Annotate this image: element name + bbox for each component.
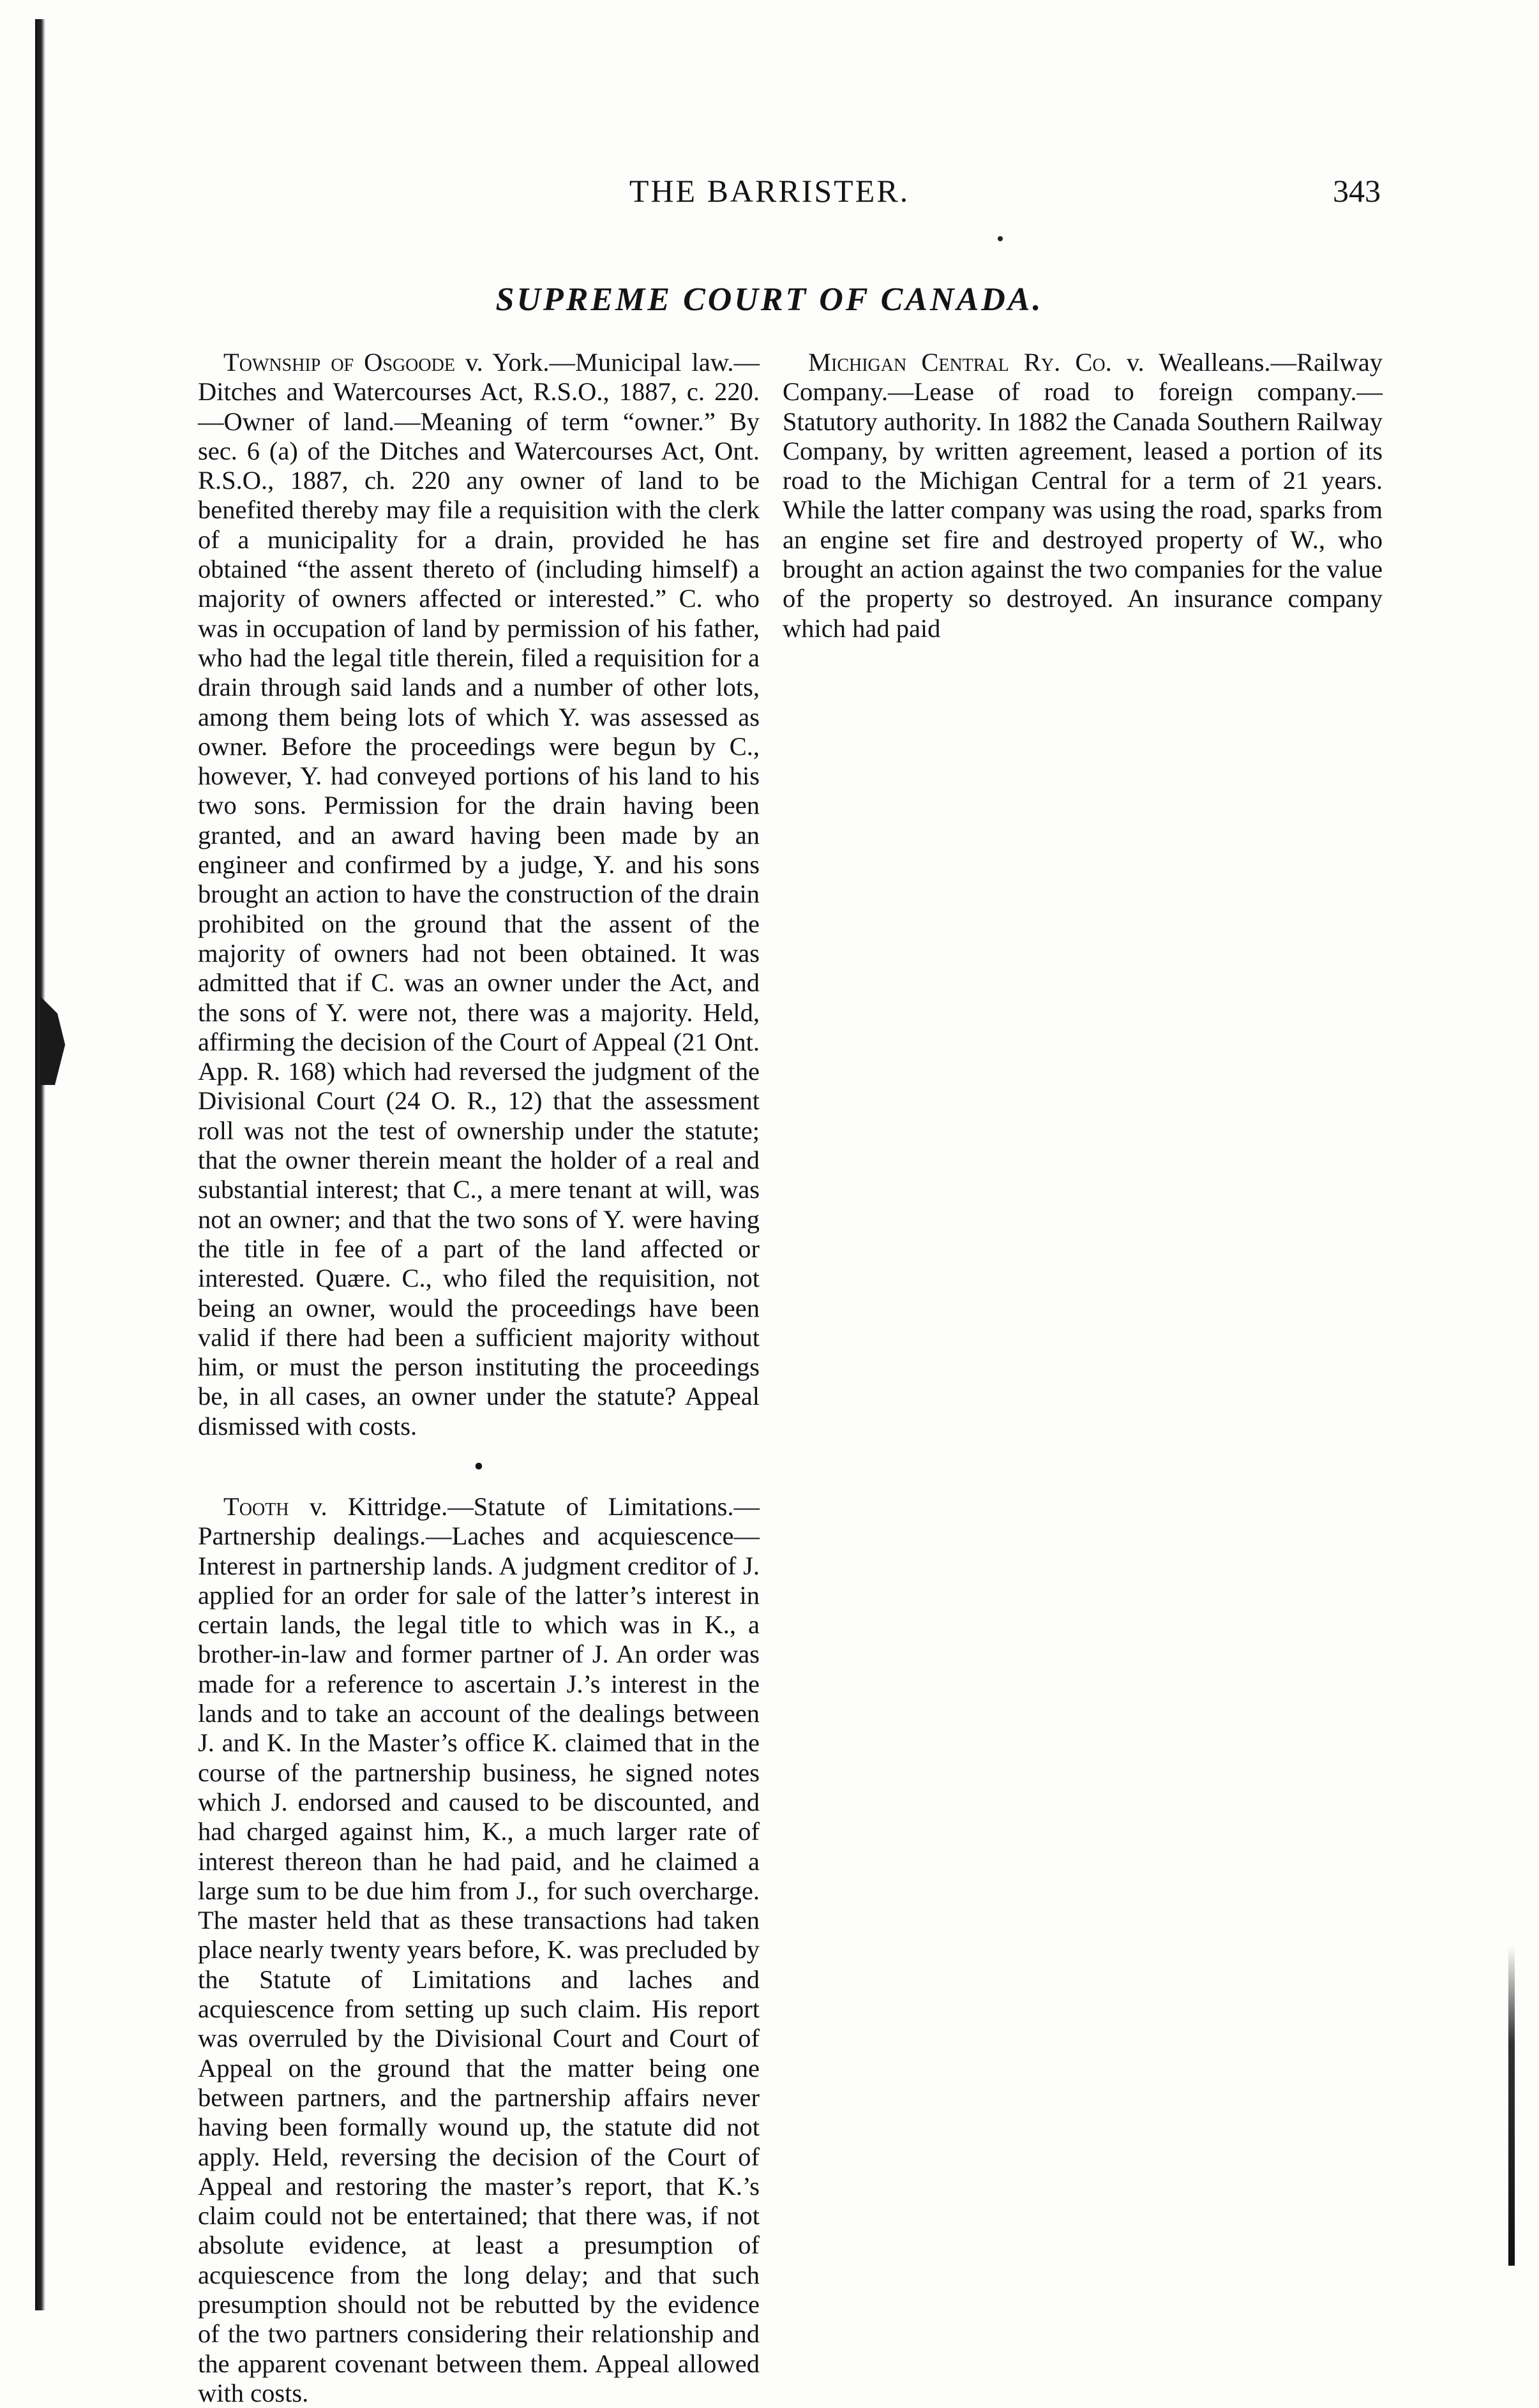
case-separator: • — [474, 1450, 484, 1482]
section-title: SUPREME COURT OF CANADA. — [495, 281, 1044, 318]
case-paragraph — [198, 348, 760, 1441]
scan-edge-left — [35, 19, 45, 2310]
case-body: v. York.—Municipal law.—Ditches and Watercourses Act, R.S.O., 1887, c. 220.—Owner of land.—Meaning of term “owner.” By sec. 6 (a) of the Ditches and Watercourses Act, Ont. R.S.O., 1887, ch. 220 any owner of land to be benefited thereby may file a requisition with the clerk of a municipality for a drain, provided he has obtained “the assent thereto of (including himself) a majority of owners affected or interested.” C. who was in occupation of land by permission of his father, who had the legal title therein, filed a requisition for a drain through said lands and a number of other lots, among them being lots of which Y. was assessed as owner. Before the proceedings were begun by C., however, Y. had conveyed portions of his land to his two sons. Permission for the drain having been granted, and an award having been made by an engineer and confirmed by a judge, Y. and his sons brought an action to have the construction of the drain prohibited on the ground that the assent of the majority of owners had not been obtained. It was admitted that if C. was an owner under the Act, and the sons of Y. were not, there was a majority. Held, affirming the decision of the Court of Appeal (21 Ont. App. R. 168) which had reversed the judgment of the Divisional Court (24 O. R., 12) that the assessment roll was not the test of ownership under the statute; that the owner therein meant the holder of a real and substantial interest; that C., a mere tenant at will, was not an owner; and that the two sons of Y. were having the title in fee of a part of the land affected or interested. Quære. C., who filed the requisition, not being an owner, would the proceedings have been valid if there had been a sufficient majority without him, or must the person instituting the proceedings be, in all cases, an owner under the statute? Appeal dismissed with costs. — [198, 348, 760, 1440]
running-head — [0, 172, 1539, 223]
case-body: v. Wealleans.—Railway Company.—Lease of road to foreign company.—Statutory authority. In 1882 the Canada Southern Railway Company, by written agreement, leased a portion of its road to the Michigan Central for a term of 21 years. While the latter company was using the road, sparks from an engine set fire and destroyed property of W., who brought an action against the two companies for the value of the property so destroyed. An insurance company which had paid — [783, 348, 1383, 643]
page-number: 343 — [1333, 173, 1381, 209]
running-title: THE BARRISTER. — [629, 173, 910, 209]
case-name: Michigan Central Ry. Co. — [808, 348, 1112, 377]
column-left — [198, 348, 760, 2408]
case-body: v. Kittridge.—Statute of Limitations.—Partnership dealings.—Laches and acquiescence—Interest in partnership lands. A judgment creditor of J. applied for an order for sale of the latter’s interest in certain lands, the legal title to which was in K., a brother-in-law and former partner of J. An order was made for a reference to ascertain J.’s interest in the lands and to take an account of the dealings between J. and K. In the Master’s office K. claimed that in the course of the partnership business, he signed notes which J. endorsed and caused to be discounted, and had charged against him, K., a much larger rate of interest thereon than he had paid, and he claimed a large sum to be due him from J., for such overcharge. The master held that as these transactions had taken place nearly twenty years before, K. was precluded by the Statute of Limitations and laches and acquiescence from setting up such claim. His report was overruled by the Divisional Court and Court of Appeal on the ground that the matter being one between partners, and the partnership affairs never having been formally wound up, the statute did not apply. Held, reversing the decision of the Court of Appeal and restoring the master’s report, that K.’s claim could not be entertained; that there was, if not absolute evidence, at least a presumption of acquiescence from the long delay; and that such presumption should not be rebutted by the evidence of the two partners considering their relationship and the apparent covenant between them. Appeal allowed with costs. — [198, 1492, 760, 2407]
scan-edge-right — [1508, 1947, 1515, 2266]
case-name: Tooth — [223, 1492, 289, 1521]
case-name: Township of Osgoode — [223, 348, 455, 377]
scan-edge-mark — [40, 996, 65, 1085]
column-right — [783, 348, 1383, 643]
case-paragraph — [198, 1492, 760, 2408]
header-dot — [998, 236, 1003, 241]
case-paragraph — [783, 348, 1383, 643]
